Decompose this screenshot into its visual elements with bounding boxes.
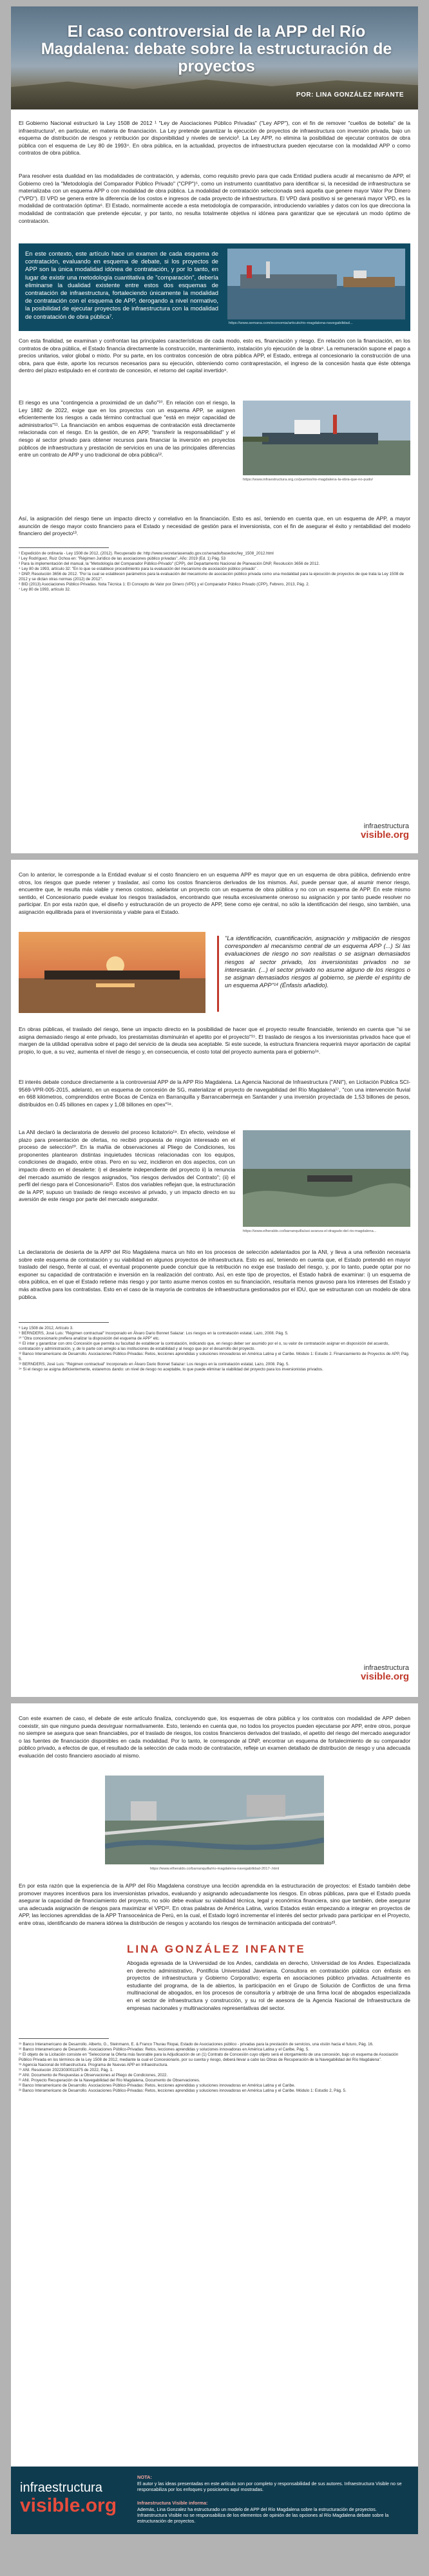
footnote: ¹³ BERNDERS, José Luis: "Régimen contractual" Incorporado en Álvaro Dario Bonnet Salazar: Los riesgos en la contratación estatal, Lazo, 2008. Pág. 5. [19, 1362, 290, 1367]
bridge-aerial-photo [105, 1776, 324, 1864]
risk-paragraph: El riesgo es una "contingencia a proximidad de un daño"¹⁰. En relación con el riesgo, la Ley 1882 de 2022, exige que en los proyectos con un esquema APP, se asignen eficientemente los riesgos a cada término contractual que "está en mejor capacidad de administrarlos"¹¹. La financiación en ambos esquemas de contratación está directamente relacionada con el riesgo. En la gestión, de en APP, "transferir la responsabilidad" y el riesgo al sector privado para obtener recursos para financiar la inversión en proyectos públicos de infraestructura y prestación de servicios en una de las principales diferencias entre un contrato de APP y uno tradicional de obra pública¹². [19, 399, 235, 459]
transfer-paragraph: En obras públicas, el traslado del riesgo, tiene un impacto directo en la posibilidad de hacer que el proyecto resulte financiable, teniendo en cuenta que "si se asigna demasiado riesgo al ente privado, los prestamistas disminuirán el apetito por el proyecto"¹⁵. El traslado de riesgos a los inversionistas privados hace que el margen de la utilidad operativa sobre el pago del servicio de la deuda sea aceptable. Si este sucede, la estructura financiera requerirá mayor aportación de capital propio, lo que, a su vez, aumenta el nivel de riesgo y, en consecuencia, el costo total del proyecto aumenta para el gobierno¹⁶. [19, 1026, 410, 1055]
brand-line2: visible.org [360, 829, 409, 840]
footnote: ² Ley Rodríguez, Ruiz Ochoa en: "Régimen Jurídico de las asociaciones público privadas", Año: 2019 (Ed. 1) Pág. 53 [19, 556, 226, 561]
port-photo [227, 249, 405, 319]
page-3 [11, 1703, 418, 2534]
footnotes-page1 [19, 551, 410, 592]
risk-financing-paragraph: Así, la asignación del riesgo tiene un impacto directo y correlativo en la financiación. Esto es así, teniendo en cuenta que, en un esquema de APP, a mayor asunción de riesgo mayor costo financiero para el Estado y necesidad de gestión para el inversionista, con el fin de asegurar el éxito y rentabilidad del modelo financiero del proyecto¹³. [19, 515, 410, 537]
footer-info-heading: Infraestructura Visible informa: [137, 2500, 208, 2506]
brand-logo [361, 1665, 409, 1681]
article-byline: POR: LINA GONZÁLEZ INFANTE [296, 91, 404, 99]
lesson-paragraph: La declaratoria de desierta de la APP del Río Magdalena marca un hito en los procesos de selección adelantados por la ANI, y lleva a una reflexión necesaria sobre este esquema de contratación y su viabilidad en algunos proyectos de infraestructura. Esto es así, teniendo en cuenta que, el Estado pretendió en mayor traslado del riesgo, frente al cual, el eventual proponente puede concluir que la retribución no exige ese traslado del riesgo, y, por lo tanto, puede optar por no exponer su capacidad de contratación e inversión en la realización del contrato. Así, en este tipo de proyectos, el Estado habrá de examinar: i) un esquema de obra pública, en el que el Estado retiene más riesgo y por tanto asume menos costos en su financiación, resultaría menos gravoso para los intereses del Estado y más atractiva para los contratistas. Esto en el caso de la mayoría de contratos de infraestructura gestionados por el IDU, que se estructuran con un modelo de obra pública. [19, 1249, 410, 1300]
footer-note-text: El autor y las ideas presentadas en este artículo son por completo y responsabilidad de sus autores. Infraestructura Visible no se responsabiliza por los enfoques y posiciones aquí mostradas. [137, 2481, 402, 2493]
brand-line1: infraestructura [363, 822, 409, 830]
brand-logo [361, 823, 409, 840]
footer-bar [11, 2467, 418, 2534]
footnote: ¹⁰ "Otra concesionario prefiera analizar la disposición del esquema de APP" etc. [19, 1336, 160, 1341]
footnotes-page2 [19, 1326, 410, 1372]
footnote: ²⁰ ANI. Documento de Respuestas a Observaciones al Pliego de Condiciones, 2022. [19, 2073, 168, 2078]
river-aerial-caption: https://www.elheraldo.co/barranquilla/asi-avanza-el-dragado-del-rio-magdalena... [243, 1229, 377, 1233]
footnote: ⁷ Ley 80 de 1993, artículo 32. [19, 587, 71, 592]
callout-text: En este contexto, este artículo hace un examen de cada esquema de contratación, evaluando en esquema de debate, si los proyectos de APP son la única modalidad idónea de contratación, y por lo tanto, en lugar de existir una metodología cuantitativa de "comparación", debería eliminarse la dualidad existente entre estos dos esquemas de contratación de infraestructura, fortaleciendo únicamente la modalidad de contratación con el esquema de APP, derogando a nivel normativo, la posibilidad de ejecutar proyectos de infraestructura con la modalidad de contratación de obra pública⁷. [25, 250, 218, 320]
desierta-paragraph: La ANI declaró la declaratoria de desvelo del proceso licitatorio¹⁹. En efecto, veíndose el plazo para presentación de ofertas, no recibió propuesta de ningún interesado en el proceso de selección²⁰. En la mañia de observaciones al Pliego de Condiciones, los proponentes plantearon distintas inquietudes técnicas relacionadas con los equipos, condiciones de dragado, entre otras. Pero en su vez, incidieron en dos aspectos, con un impacto directo en el desalerte: i) el desalerte independiente del proyecto ii) la renuncia del mercado asumido de riesgos asignados, "los riesgos derivados del Contrato"; (ii) el perfil del riesgo para el Concesionario²¹. Estos dos variables reflejan que, la estructuración de la APP, supuso un traslado de riesgo excesivo al privado, y un impacto directo en su aversión de este riesgo por parte del mercado asegurador. [19, 1129, 235, 1203]
footnotes-page3 [19, 2042, 410, 2094]
footer-brand-line1: infraestructura [20, 2481, 102, 2495]
footnote: ⁹ BERNDERS, José Luis: "Régimen contractual" Incorporado en Álvaro Dario Bonnet Salazar: Los riesgos en la contratación estatal, Lazo, 2008. Pág. 5. [19, 1331, 289, 1336]
page-1 [11, 6, 418, 853]
footnote: ²¹ ANI. Proyecto Recuperación de la Navegabilidad del Río Magdalena, Documento de Observaciones. [19, 2078, 200, 2083]
river-aerial-photo [243, 1130, 410, 1227]
footnote: ¹⁵ Banco Interamericano de Desarrollo. Alberto, G., Steinmann, E. & Franco Thurau Riopai, Estado de Asociaciones público - privadas para la prestación de servicios, una visión hacia el futuro, Pág. 16. [19, 2042, 374, 2047]
footnote: ⁶ BID (2013) Asociaciones Público Privadas. Nota Técnica 1: El Concepto de Valor por Dinero (VPD) y el Comparador Público Privado (CPP), Febrero, 2013, Pág. 2. [19, 582, 310, 587]
footnote: ¹⁷ El objeto de la Licitación consiste en "Seleccionar la Oferta más favorable para la Adjudicación de un (1) Contrato de Concesión cuyo objeto será el otorgamiento de una concesión, bajo un esquema de Asociación Público Privada en los términos de la Ley 1508 de 2012, mediante la cual el Concesionario, por su cuenta y riesgo, deberá llevar a cabo las Obras de Recuperación de la Navegabilidad del Río Magdalena". [19, 2052, 399, 2062]
author-name: LINA GONZÁLEZ INFANTE [127, 1943, 306, 1955]
footnote: ¹⁹ ANI. Resolución 20223030011875 de 2022, Pág. 1. [19, 2068, 114, 2072]
conclusion-paragraph: Con este examen de caso, el debate de este artículo finaliza, concluyendo que, los esquemas de obra pública y los contratos con modalidad de APP deben coexistir, sin que ninguno pueda desvirguar normativamente. Esto, teniendo en cuenta que, no todos los proyectos pueden ejecutarse por APP, entre otros, porque no siempre se asegura que sean financiables, por el traslado de riesgos, los costos financieros derivados del traslado, el apetito del riesgo del mercado asegurador o las fuentes de financiación disponibles en cada modalidad. Por lo tanto, le corresponde al DNP, encontrar un esquema de fortalecimiento de su comparador público privado, a efectos de que, el resultado de la selección de cada modo de contratación, refleje un examen detallado de distribución de riesgo y una adecuada evaluación del costo financiero asociado al mismo. [19, 1715, 410, 1759]
footer-note-heading: NOTA: [137, 2474, 152, 2480]
intro-paragraph: El Gobierno Nacional estructuró la Ley 1508 de 2012 ¹ "Ley de Asociaciones Público Privadas" ("Ley APP"), con el fin de remover "cuellos de botella" de la infraestructura², en particular, en materia de financiación. La Ley pretende garantizar la ejecución de proyectos de infraestructura con inversión privada, bajo un esquema de distribución de riesgos y retribución por disponibilidad y niveles de servicio³. La Ley APP, no elimina la posibilidad de ejecutar contratos de obra pública con el esquema de Ley 80 de 1993⁴. En obra pública, en la actualidad, proyectos de infraestructura pueden ejecutarse con la modalidad APP o como contratos de obra pública. [19, 120, 410, 156]
footnote: ¹⁶ Banco Interamericano de Desarrollo. Asociaciones Público-Privadas: Retos, lecciones aprendidas y soluciones innovadoras en América Latina y el Caribe, Pág. 5. [19, 2047, 310, 2052]
footnote: ²² Banco Interamericano de Desarrollo. Asociaciones Público-Privadas: Retos, lecciones aprendidas y soluciones innovadoras en América Latina y el Caribe. [19, 2083, 296, 2088]
brand-line1: infraestructura [363, 1664, 409, 1672]
financing-paragraph: Con esta finalidad, se examinan y confrontan las principales características de cada modo, esto es, financiación y riesgo. En relación con la financiación, en los contratos de obra pública, el Estado financia directamente la construcción, mantenimiento, instalación y/o ejecución de la obra⁸. La remuneración supone el pago a precios unitarios, valor global o mixto. Por su parte, en los contratos concesión de obra pública APP, el Estado, entrega al concesionario la construcción de una obra, para que éste, aporte los recursos necesarios para su ejecución, obteniendo como contraprestación, el ingreso de la concesión hasta que éste obtenga dentro del plazo estipulado en el contrato de concesión, el retorno del capital invertido⁹. [19, 337, 410, 374]
footnote: ⁵ DNP, Resolución 3656 de 2012. "Por la cual se establecen parámetros para la evaluación del mecanismo de asociación público privada como una modalidad para la ejecución de proyectos de que trata la Ley 1508 de 2012 y se dictan otras normas (2012) de 2012". [19, 572, 404, 582]
footnote-rule [19, 1322, 109, 1323]
bridge-aerial-caption: https://www.elheraldo.co/barranquilla/rio-magdalena-navegabilidad-2017-.html [149, 1867, 280, 1871]
cost-paragraph: Con lo anterior, le corresponde a la Entidad evaluar si el costo financiero en un esquema APP es mayor que en un esquema de obra pública, definiendo entre otros, los riesgos que puede retener y trasladar, así como los costos financieros derivados de los mismos. Así, puede pensar que, al asumir menor riesgo, encuentre que, le resulta más viable y menos costoso, adelantar un proyecto con un esquema de obra pública y no con un esquema de APP. En este mismo sentido, el Concesionario puede evaluar los riesgos trasladados, encontrando que resulta excesivamente oneroso su asignación y por tanto puede resolver no participar. En por esta razón que, el diseño y estructuración de un proyecto de APP, tiene como eje central, no sólo la identificación del riesgo, sino también, una asignación equilibrada para el inversionista y viable para el Estado. [19, 871, 410, 915]
quote-rule [217, 936, 219, 1012]
footnote: ²³ Banco Interamericano de Desarrollo. Asociaciones Público-Privadas: Retos, lecciones aprendidas y soluciones innovadoras en América Latina y el Caribe. Módulo 1: Estudio 2, Pág. 5. [19, 2088, 347, 2093]
closing-paragraph: En por esta razón que la experiencia de la APP del Río Magdalena construye una lección aprendida en la estructuración de proyectos: el Estado también debe promover mayores incentivos para los inversionistas privados, evaluando y asignando adecuadamente los riesgos. En obras públicas, para que el Estado pueda asegurar la capacidad de financiamiento del proyecto, no sólo debe evaluar su viabilidad técnica, legal y económica financiera, sino que también, debe asegurar una adecuada asignación de riesgos para maximizar el VPD²². En otras palabras de América Latina, varios Estados están empezando a integrar en proyectos de APP, las lecciones aprendidas de la APP Transoceánica de Perú, en la cual, el Estado logró incrementar el interés del sector privado para participar en el Proyecto, entre otras, identificando de manera idónea la distribución de riesgos y acotando los riesgos de terminación anticipada del contrato²³. [19, 1882, 410, 1926]
footer-brand-line2: visible.org [20, 2495, 117, 2516]
dredging-photo [243, 401, 410, 475]
author-bio: Abogada egresada de la Universidad de los Andes, candidata en derecho, Universidad de los Andes. Especializada en derecho administrativo, Pontificia Universidad Javeriana. Consultora en contratación pública con énfasis en proyectos de infraestructura y Gobierno Corporativo; experta en asociaciones público privadas. Actualmente es estudiante del programa, de la de abiertos, la participación en el Grupo de Solución de Conflictos de una firma multinacional de abogados, en los procesos de consultoría y arbitraje de una firma local de abogados especializada en el sector de infraestructura y construcción, y su rol de asesora de la Agencia Nacional de Infraestructura de empresas nacionales y multinacionales representativas del sector. [127, 1960, 410, 2011]
port-photo-caption: https://www.semana.com/economia/articulo/rio-magdalena-navegabilidad... [229, 321, 353, 325]
page-2 [11, 860, 418, 1697]
dredging-photo-caption: https://www.infraestructura.org.co/puertos/rio-magdalena-la-obra-que-no-pudo/ [243, 478, 374, 482]
footer-info-text: Además, Lina Gonzalez ha estructurado un modelo de APP del Río Magdalena sobre la estructuración de proyectos. Infraestructura Visible no se responsabiliza de los elementos de opinión de las opciones al Río Magdalena debate sobre la estructuración de proyectos. [137, 2506, 389, 2524]
footnote: ³ Para la implementación del manual, la "Metodología del Comparador Público-Privado" (CPP), del Departamento Nacional de Planeación DNP, Resolución 3656 de 2012. [19, 562, 320, 566]
pull-quote: "La identificación, cuantificación, asignación y mitigación de riesgos corresponden al mecanismo central de un esquema APP (...) Si las evaluaciones de riesgo no son realistas o se asignan demasiados riesgos al sector privado, los inversionistas privados no se interesarán. (...) el sector privado no asume alguno de los riesgos o se asignan demasiados riesgos al gobierno, se pierde el espíritu de un esquema APP"¹⁴ (Énfasis añadido). [225, 934, 410, 989]
article-title: El caso controversial de la APP del Río Magdalena: debate sobre la estructuración de proyectos [41, 23, 392, 75]
sunset-river-photo [19, 932, 205, 1013]
footnote: ¹² Banco Interamericano de Desarrollo. Asociaciones Público-Privadas: Retos, lecciones aprendidas y soluciones innovadoras en América Latina y el Caribe. Módulo 1: Estudio 2. Financiamiento de Proyectos de APP, Pág. 5. [19, 1352, 410, 1361]
footnote: ¹ Expedición de ordinaria - Ley 1508 de 2012, (2012). Recuperado de: http://www.secretariasenado.gov.co/senado/basedoc/ley_1508_2012.html [19, 551, 274, 556]
footnote: ¹⁴ Si el riesgo se asigna deficientemente, estaremos dando: un nivel de riesgo no aceptable, lo que puede eliminar la viabilidad del proyecto para los inversionistas privados. [19, 1367, 323, 1372]
footnote-rule [19, 2038, 109, 2039]
header-landscape [11, 72, 418, 109]
callout-box [19, 243, 410, 331]
footnote: ⁴ Ley 80 de 1993, artículo 32: "En lo que se establece procedimiento para la evaluación del mecanismo de asociación público privado" . [19, 567, 258, 571]
footnote: ¹¹ El inter y garantizar con otro Concesión que permita su facultad de establecer la contratación, indicando que, en riesgo deber ser asumido por el o, su valor de contratación asignar en disposición del acuerdo, contratación y administración, y, de lo parte con arreglo a las instituciones de estabilidad y al riesgo que por el desarrollo del proyecto. [19, 1341, 390, 1351]
footnote: ¹⁸ Agencia Nacional de Infraestructura. Programa de Nuevas APP en Infraestructura. [19, 2063, 168, 2067]
ani-paragraph: El interés debate conduce directamente a la controversial APP de la APP Río Magdalena. La Agencia Nacional de Infraestructura ("ANI"), en Licitación Pública SCI-9569-VPR-005-2015, adelantó, en un esquema de concesión de SG, materializar el proyecto de navegabilidad del Río Magdalena¹⁷, "con una intervención fluvial en 668 kilómetros, comprendidos entre Bocas de Ceniza en Barranquilla y Barrancabermeja en Santander y una inversión proyectada de 1,53 billones de pesos, distribuidos en 0.45 billones en capex y 1,08 billones en opex"¹⁸. [19, 1079, 410, 1108]
brand-line2: visible.org [360, 1671, 409, 1682]
header-banner [11, 6, 418, 109]
footnote: ⁸ Ley 1508 de 2012, Artículo 3. [19, 1326, 73, 1331]
footnote-rule [19, 547, 109, 548]
cpp-paragraph: Para resolver esta dualidad en las modalidades de contratación, y además, como requisito previo para que cada Entidad pudiera acudir al mecanismo de APP, el Gobierno creó la "Metodología del Comparador Público Privado" ("CPP")⁵, como un instrumento cuantitativo para identificar si, la necesidad de infraestructura se materializaba con un esquema APP o con modalidad de obra pública. La modalidad de contratación seleccionada será aquella que genere mayor Valor Por Dinero ("VPD"). El VPD se genera entre la diferencia de los costos e ingresos de cada proyecto de infraestructura. El VPD dará positivo si se generará mayor VPD, es la modalidad de contratación óptima⁶. El Estado, normalmente accede a esta metodología de comparación, introduciendo variables y datos con los que direcciona la modalidad de contratación que pretende ejecutar, y por tanto, no resulta totalmente objetiva ni idónea para garantizar que se ejecutará un modo óptimo de contratación. [19, 173, 410, 224]
